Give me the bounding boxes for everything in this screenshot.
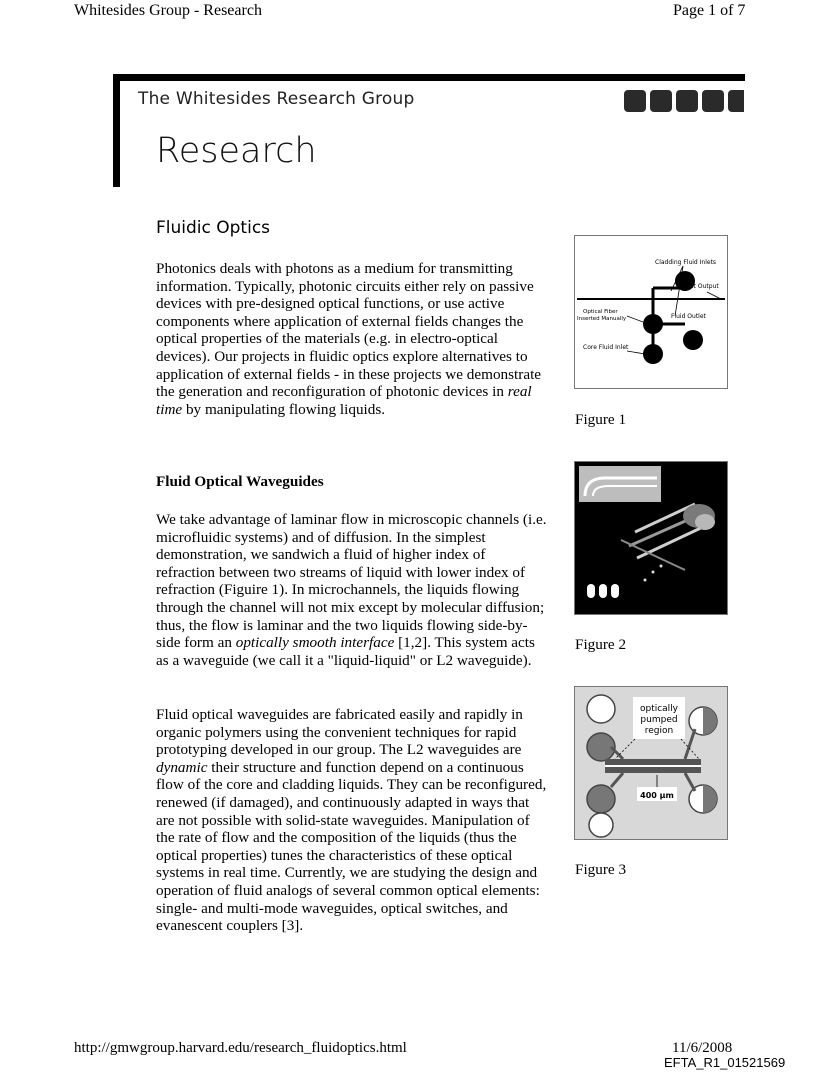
banner-frame-top — [113, 74, 745, 81]
fig1-label-fiber2: Inserted Manually — [577, 316, 627, 322]
page-title: Research — [156, 131, 317, 171]
fig1-label-outlet: Fluid Outlet — [671, 313, 706, 320]
nav-square-3[interactable] — [676, 90, 698, 112]
figure-3-image — [574, 686, 728, 840]
figure-3-caption: Figure 3 — [575, 861, 627, 878]
subsection-title: Fluid Optical Waveguides — [156, 473, 324, 490]
fig1-label-cladding: Cladding Fluid Inlets — [655, 259, 717, 266]
nav-square-5[interactable] — [728, 90, 744, 112]
nav-square-4[interactable] — [702, 90, 724, 112]
document-id: EFTA_R1_01521569 — [664, 1055, 786, 1070]
print-footer-url[interactable]: http://gmwgroup.harvard.edu/research_fluidoptics.html — [74, 1040, 407, 1056]
figure-1-caption: Figure 1 — [575, 411, 627, 428]
figure-1-image — [574, 235, 728, 389]
fig1-label-light: Light Output — [681, 283, 719, 290]
site-title[interactable]: The Whitesides Research Group — [138, 89, 415, 109]
section-title: Fluidic Optics — [156, 218, 271, 238]
waveguide-paragraph-1: We take advantage of laminar flow in microscopic channels (i.e. microfluidic systems) and of diffusion. In the simplest demonstration, we sandwich a fluid of higher index of refraction between two streams of liquid with lower index of refraction (Figuire 1). In microchannels, the liquids flowing through the channel will not mix except by molecular diffusion; thus, the flow is laminar and the two liquids flowing side-by-side form an optically smooth interface [1,2]. This system acts as a waveguide (we call it a "liquid-liquid" or L2 waveguide). — [156, 511, 547, 669]
figure-3-diagram — [575, 687, 727, 839]
fig3-label-line2: pumped — [640, 715, 678, 725]
nav-square-1[interactable] — [624, 90, 646, 112]
banner-frame-left — [113, 74, 120, 187]
figure-2-caption: Figure 2 — [575, 636, 627, 653]
print-header-page: Page 1 of 7 — [673, 2, 746, 19]
print-footer-date: 11/6/2008 — [672, 1040, 733, 1056]
intro-paragraph: Photonics deals with photons as a medium for transmitting information. Typically, photonic circuits either rely on passive devices with pre-designed optical functions, or use active components where application of external fields changes the optical properties of the materials (e.g. in electro-optical devices). Our projects in fluidic optics explore alternatives to application of external fields - in these projects we demonstrate the generation and reconfiguration of photonic devices in real time by manipulating flowing liquids. — [156, 260, 542, 418]
figure-2-image — [574, 461, 728, 615]
figure-1-diagram — [575, 236, 727, 388]
fig3-label-line3: region — [644, 726, 674, 736]
fig1-label-core: Core Fluid Inlet — [583, 344, 629, 351]
figure-2-photo — [575, 462, 727, 614]
fig3-label-line1: optically — [639, 704, 679, 714]
nav-square-2[interactable] — [650, 90, 672, 112]
fig1-label-fiber1: Optical Fiber — [583, 309, 618, 315]
print-header-title: Whitesides Group - Research — [74, 2, 262, 19]
waveguide-paragraph-2: Fluid optical waveguides are fabricated easily and rapidly in organic polymers using the convenient techniques for rapid prototyping developed in our group. The L2 waveguides are dynamic their structure and function depend on a continuous flow of the core and cladding liquids. They can be reconfigured, renewed (if damaged), and continuously adapted in ways that are not possible with solid-state waveguides. Manipulation of the rate of flow and the composition of the liquids (thus the optical properties) tunes the characteristics of these optical systems in real time. Currently, we are studying the design and operation of fluid analogs of several common optical elements: single- and multi-mode waveguides, optical switches, and evanescent couplers [3]. — [156, 706, 547, 935]
fig3-scale-label: 400 μm — [640, 791, 674, 800]
